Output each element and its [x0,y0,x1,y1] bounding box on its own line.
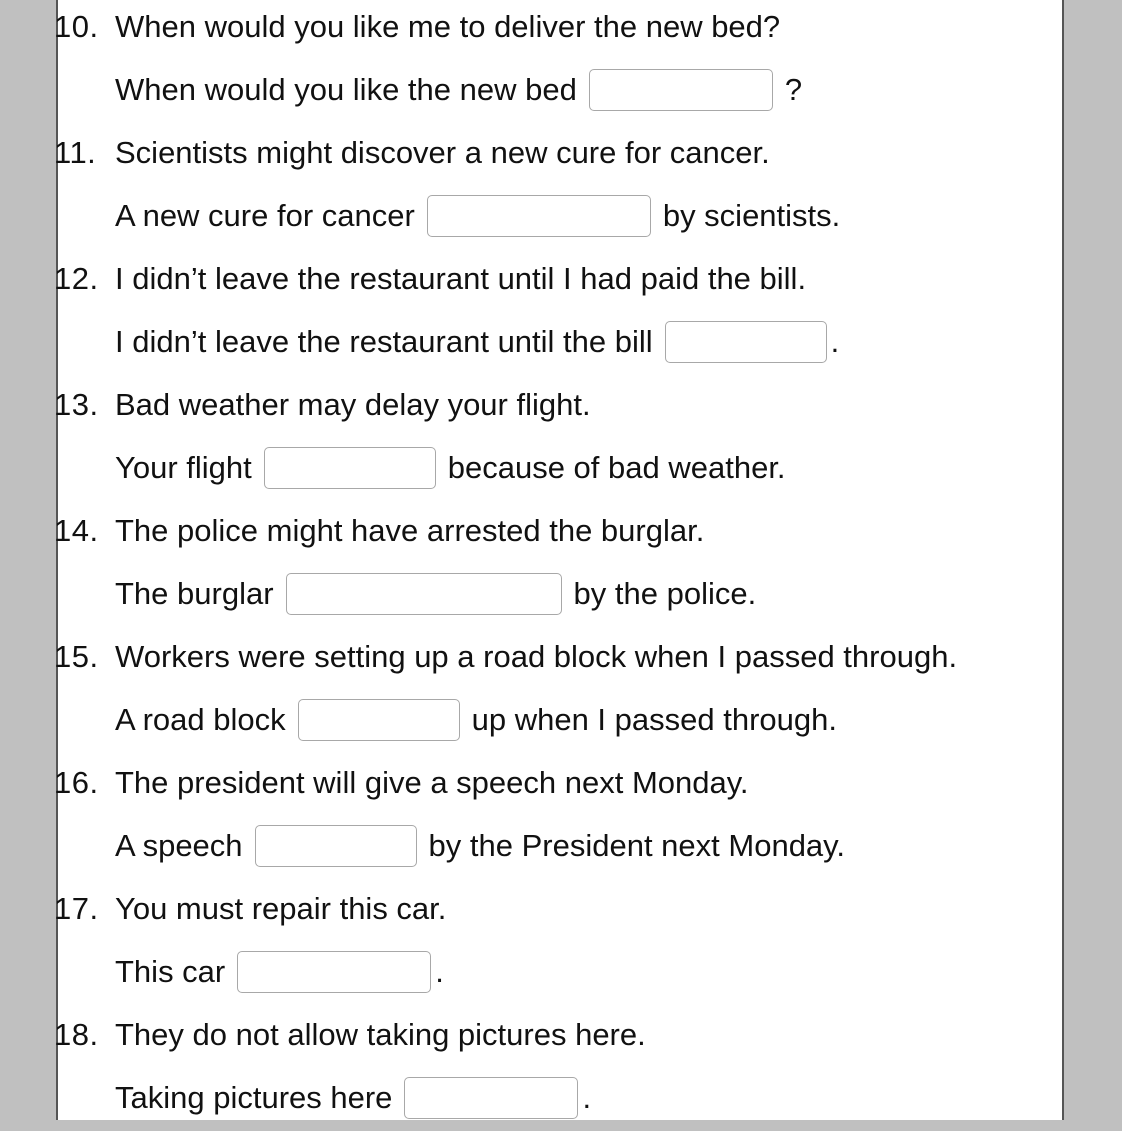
question-number: 14. [54,513,99,548]
answer-line [115,690,837,750]
question-12 [54,249,1066,375]
prompt-after: by the police. [573,576,757,611]
answer-line [115,186,840,246]
question-sentence: The president will give a speech next Monday. [115,765,749,800]
worksheet-page [56,0,1064,1120]
prompt-before: When would you like the new bed [115,72,577,107]
answer-line [115,816,845,876]
question-sentence: You must repair this car. [115,891,447,926]
question-17 [54,879,1066,1005]
question-11 [54,123,1066,249]
question-number: 17. [54,891,99,926]
question-sentence: The police might have arrested the burglar. [115,513,705,548]
question-number: 10. [54,9,99,44]
answer-line [115,942,444,1002]
answer-input[interactable] [255,825,417,867]
prompt-before: A road block [115,702,286,737]
question-15 [54,627,1066,753]
question-10 [54,0,1066,123]
prompt-before: The burglar [115,576,274,611]
answer-input[interactable] [286,573,562,615]
prompt-before: I didn’t leave the restaurant until the bill [115,324,653,359]
question-sentence: Scientists might discover a new cure for cancer. [115,135,770,170]
answer-line [115,438,786,498]
prompt-after: because of bad weather. [447,450,786,485]
question-sentence: When would you like me to deliver the new bed? [115,9,781,44]
question-sentence: Bad weather may delay your flight. [115,387,591,422]
question-sentence: I didn’t leave the restaurant until I had paid the bill. [115,261,807,296]
question-18 [54,1005,1066,1131]
prompt-before: Taking pictures here [115,1080,393,1115]
answer-line [115,312,839,372]
question-sentence: They do not allow taking pictures here. [115,1017,646,1052]
answer-line [115,60,802,120]
prompt-after: ? [784,72,803,107]
answer-input[interactable] [264,447,436,489]
question-sentence: Workers were setting up a road block when I passed through. [115,639,958,674]
answer-line [115,1068,591,1128]
question-14 [54,501,1066,627]
prompt-after: . [582,1080,592,1115]
question-16 [54,753,1066,879]
prompt-before: A new cure for cancer [115,198,415,233]
answer-input[interactable] [665,321,827,363]
prompt-after: . [830,324,840,359]
question-number: 18. [54,1017,99,1052]
answer-input[interactable] [237,951,431,993]
question-13 [54,375,1066,501]
answer-input[interactable] [589,69,773,111]
question-number: 16. [54,765,99,800]
answer-input[interactable] [404,1077,578,1119]
answer-line [115,564,756,624]
prompt-before: Your flight [115,450,252,485]
prompt-before: A speech [115,828,243,863]
answer-input[interactable] [298,699,460,741]
prompt-after: by the President next Monday. [428,828,845,863]
answer-input[interactable] [427,195,651,237]
question-number: 15. [54,639,99,674]
question-number: 11. [54,135,97,170]
prompt-after: by scientists. [662,198,841,233]
prompt-after: up when I passed through. [471,702,837,737]
question-number: 13. [54,387,99,422]
prompt-before: This car [115,954,226,989]
question-number: 12. [54,261,99,296]
prompt-after: . [435,954,444,989]
